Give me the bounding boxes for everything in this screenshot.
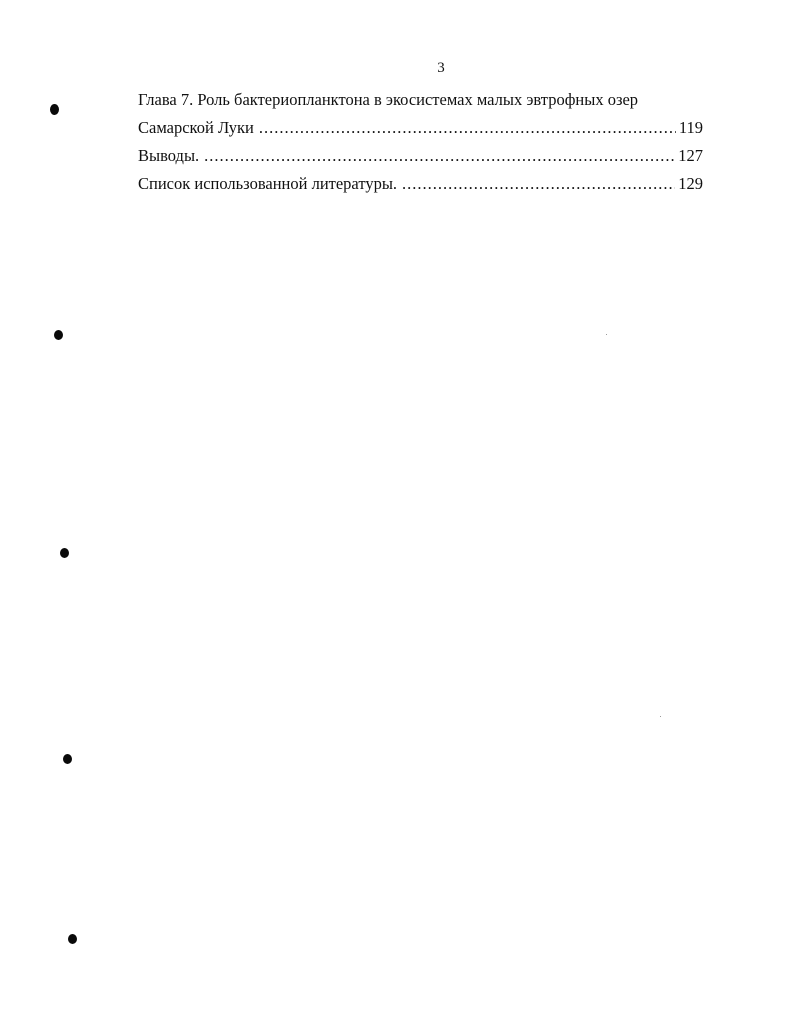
page-number: 3	[437, 60, 445, 76]
punch-hole	[60, 548, 69, 558]
dot-leader	[402, 170, 675, 198]
toc-entry-label: Выводы.	[138, 146, 200, 165]
punch-hole	[68, 934, 77, 944]
dot-leader	[204, 142, 675, 170]
toc-entry-page-number: 129	[678, 174, 703, 193]
toc-entry-chapter-7-continuation	[138, 114, 703, 142]
toc-entry-page-number: 127	[678, 146, 703, 165]
toc-entry-label: Самарской Луки	[138, 118, 254, 137]
toc-entry-label: Список использованной литературы.	[138, 174, 398, 193]
scan-speck	[660, 716, 661, 717]
toc-entry-chapter-7-title	[138, 86, 703, 114]
table-of-contents	[138, 86, 703, 198]
toc-entry-page-number: 119	[678, 118, 703, 137]
toc-entry-label: Глава 7. Роль бактериопланктона в экосистемах малых эвтрофных озер	[138, 90, 639, 109]
punch-hole	[63, 754, 72, 764]
punch-hole	[50, 104, 59, 115]
toc-entry-conclusions	[138, 142, 703, 170]
scan-speck	[606, 334, 607, 335]
dot-leader	[259, 114, 676, 142]
toc-entry-references	[138, 170, 703, 198]
punch-hole	[54, 330, 63, 340]
